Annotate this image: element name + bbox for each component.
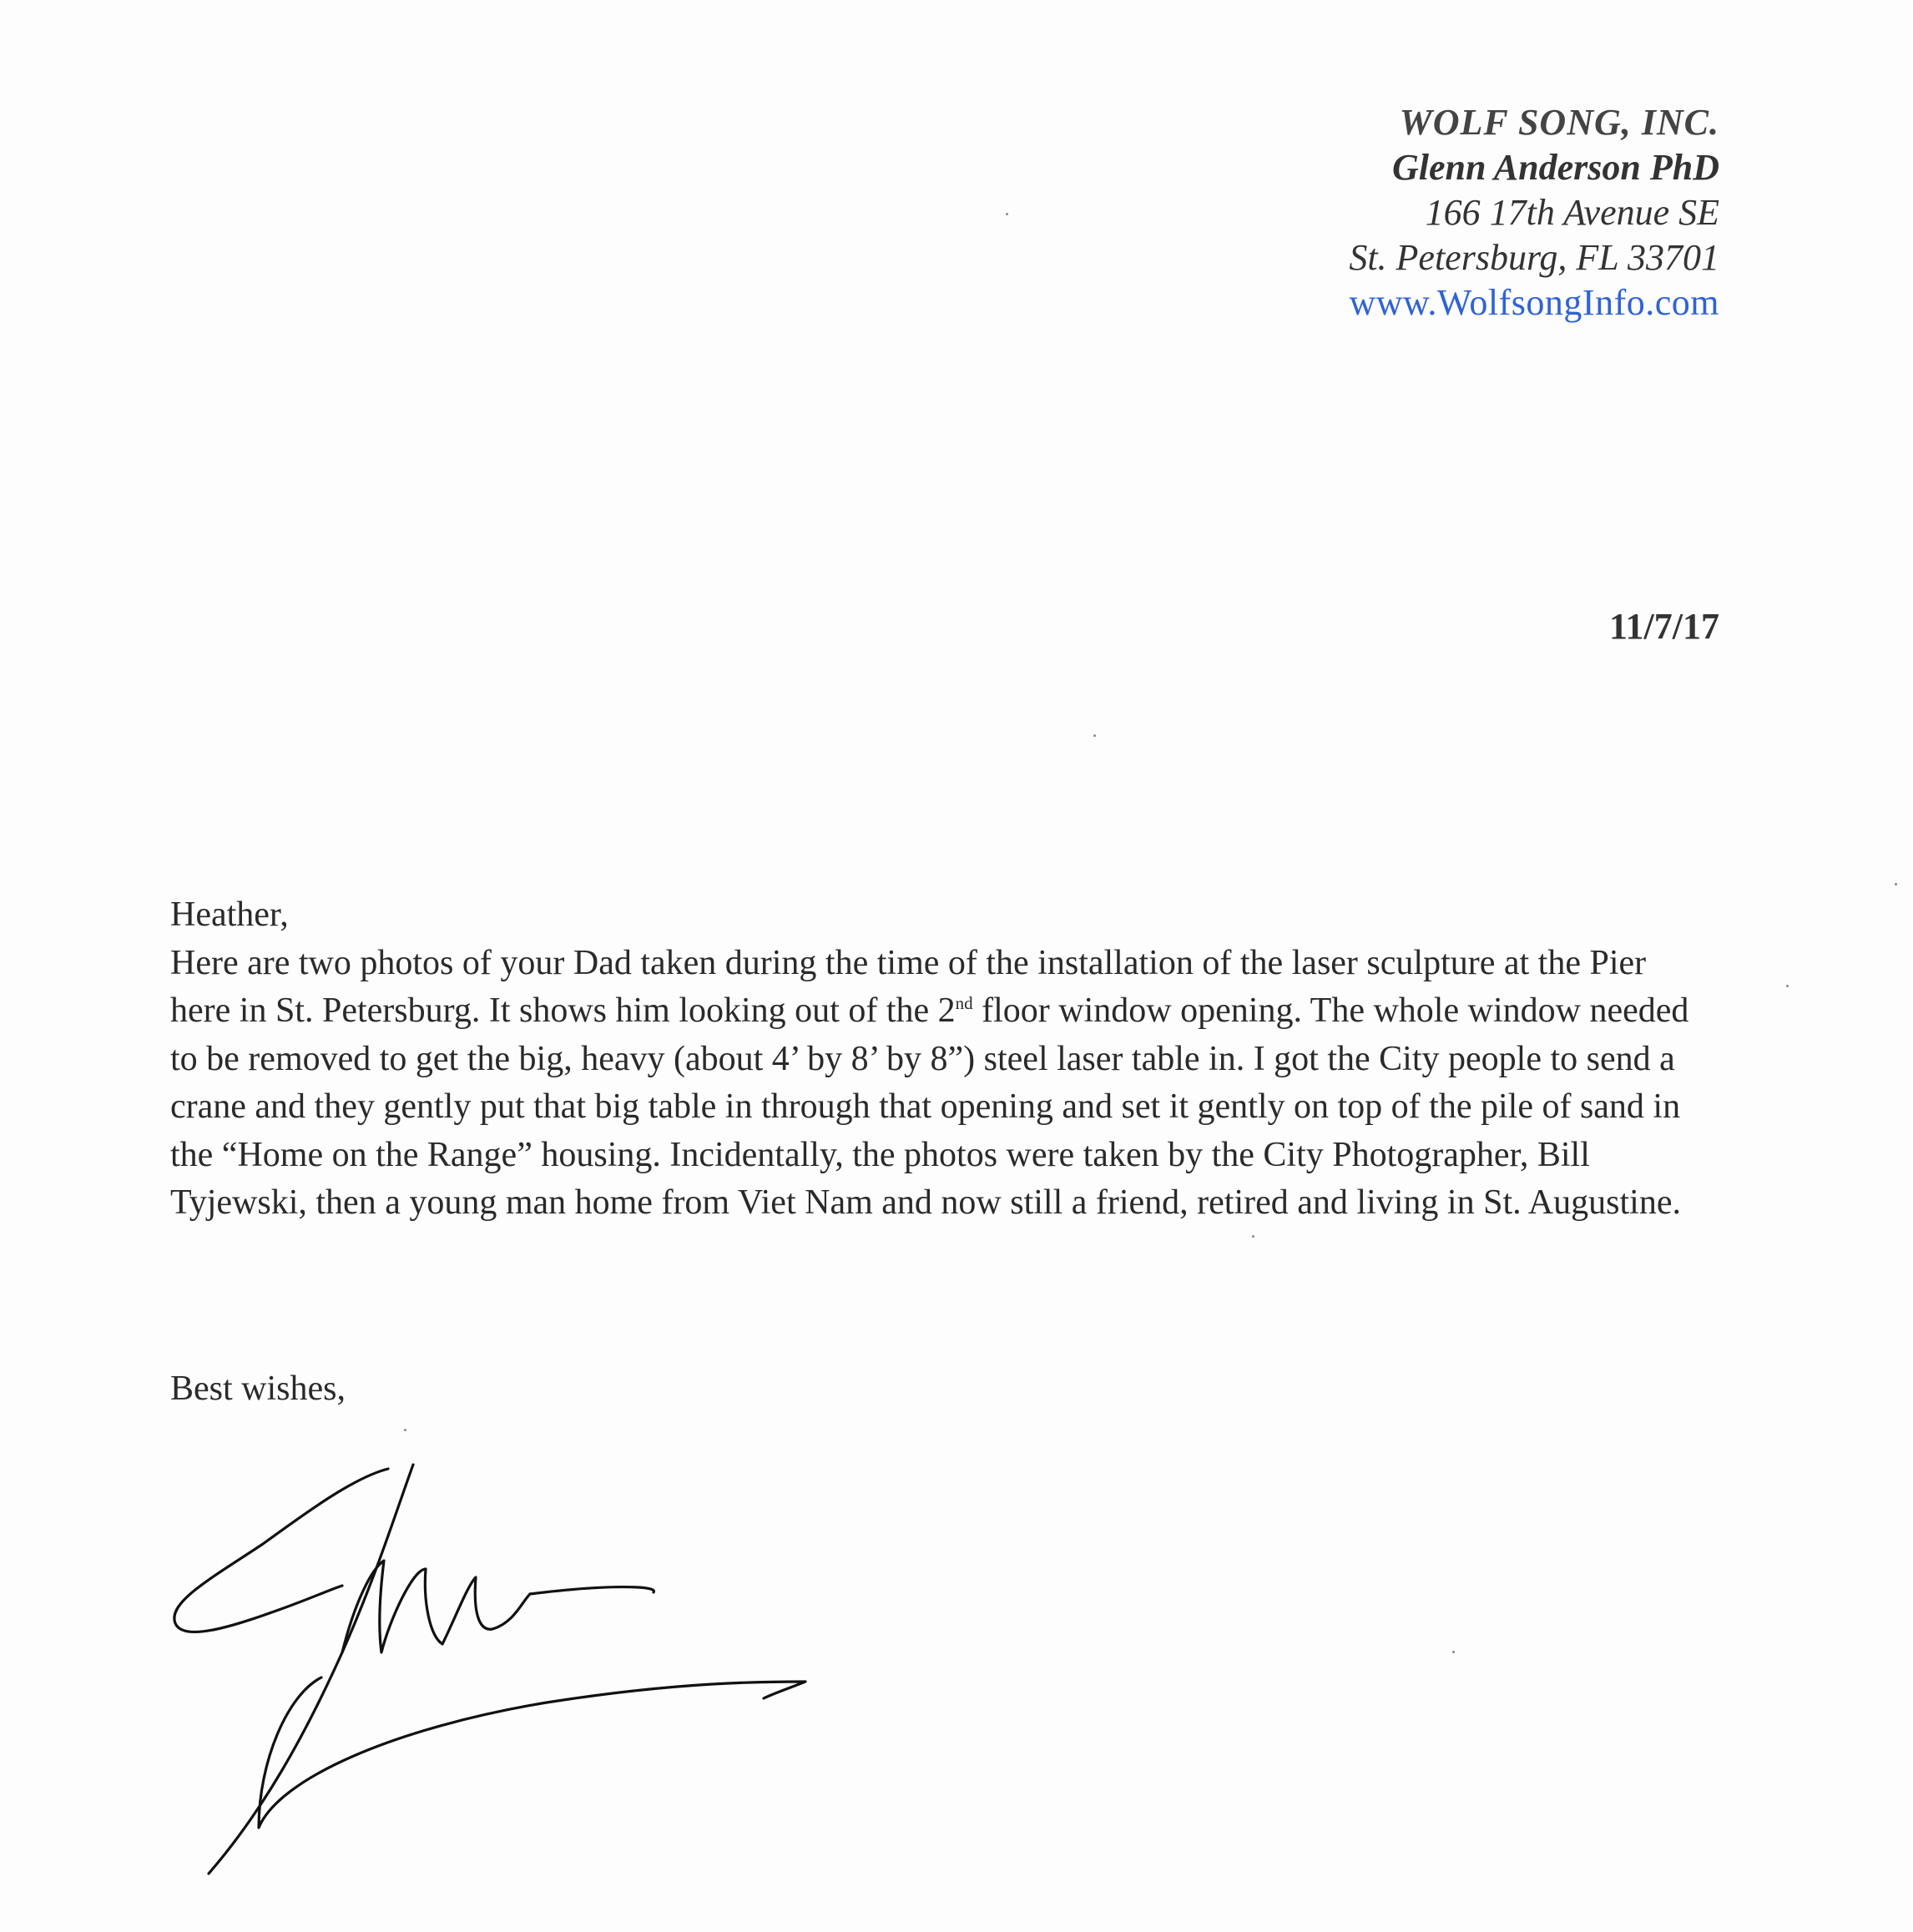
- scan-speck: [1252, 1235, 1254, 1238]
- street-address: 166 17th Avenue SE: [1425, 192, 1719, 233]
- scan-speck: [1786, 985, 1789, 987]
- company-name: WOLF SONG, INC.: [1399, 102, 1719, 143]
- scan-speck: [1006, 213, 1008, 215]
- letter-body: [170, 891, 1706, 1228]
- scan-speck: [1452, 1651, 1455, 1653]
- letter-date: 11/7/17: [1608, 606, 1719, 647]
- body-paragraph: [170, 940, 1706, 1228]
- scan-speck: [404, 1429, 406, 1431]
- scan-speck: [1093, 734, 1096, 737]
- signature-image: [163, 1444, 830, 1878]
- body-text-part2: floor window opening. The whole window needed to be removed to get the big, heavy (about 4’ by 8’ by 8”) steel laser table in. I got the City people to send a crane and they gently put that big table in through that opening and set it gently on top of the pile of sand in the “Home on the Range” housing. Incidentally, the photos were taken by the City Photographer, Bill Tyjewski, then a young man home from Viet Nam and now still a friend, retired and living in St. Augustine.: [170, 991, 1689, 1222]
- closing: Best wishes,: [170, 1370, 346, 1408]
- body-text-part1: Here are two photos of your Dad taken during the time of the installation of the laser sculpture at the Pier here in St. Petersburg. It shows him looking out of the 2: [170, 943, 1647, 1030]
- website-link[interactable]: www.WolfsongInfo.com: [1349, 282, 1719, 323]
- ordinal-superscript: nd: [955, 993, 973, 1013]
- salutation: Heather,: [170, 895, 289, 934]
- sender-name: Glenn Anderson PhD: [1391, 147, 1719, 188]
- city-address: St. Petersburg, FL 33701: [1349, 237, 1719, 278]
- letterhead: [1349, 100, 1719, 325]
- scan-speck: [1895, 883, 1897, 885]
